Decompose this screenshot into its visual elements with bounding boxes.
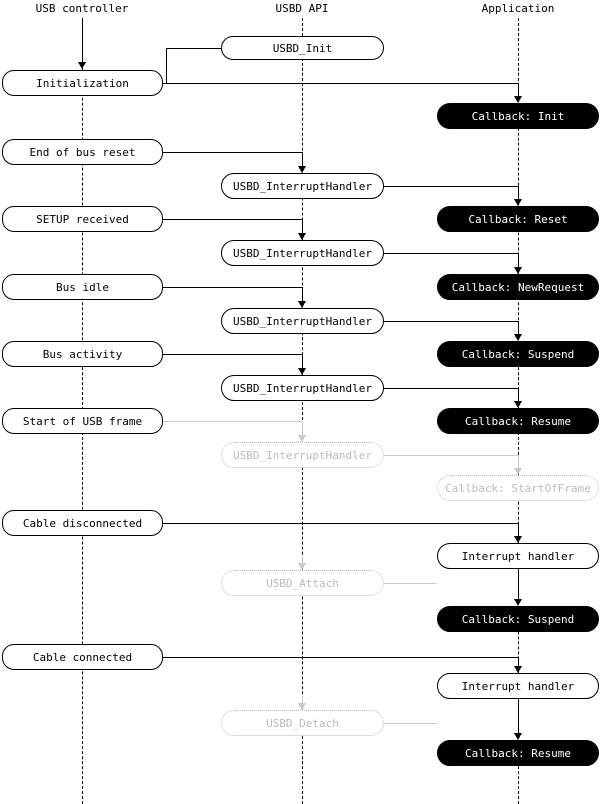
node-interrupt-handler-5[interactable] <box>221 442 384 468</box>
arrowhead-callback-newrequest <box>514 267 522 274</box>
node-interrupt-handler-app-1[interactable] <box>437 543 599 569</box>
arrowhead-handler5 <box>298 435 306 442</box>
node-interrupt-handler-app-2[interactable] <box>437 673 599 699</box>
edge-handler2-to-callback-newrequest <box>384 253 518 254</box>
arrowhead-callback-init <box>514 96 522 103</box>
node-callback-resume-2[interactable] <box>437 740 599 766</box>
arrowhead-controller-to-initialization <box>78 62 86 69</box>
column-header-usb-controller: USB controller <box>35 2 129 15</box>
node-label: Callback: Reset <box>468 212 568 226</box>
edge-setup-to-handler2 <box>163 219 302 220</box>
node-cable-connected[interactable] <box>2 644 163 670</box>
column-header-usbd-api: USBD API <box>275 2 329 15</box>
node-label: Callback: Resume <box>465 746 571 760</box>
node-label: SETUP received <box>36 212 129 226</box>
edge-cable-connected-to-interrupt-handler-2 <box>163 657 518 658</box>
edge-bus-reset-to-handler1 <box>163 152 302 153</box>
arrowhead-interrupt-handler-1 <box>514 536 522 543</box>
arrowhead-callback-resume-1 <box>514 401 522 408</box>
edge-frame-to-handler5-v <box>302 421 303 435</box>
lifeline-usbd-api <box>302 18 303 804</box>
node-label: Cable connected <box>32 650 133 664</box>
edge-handler1-to-callback-reset <box>384 186 518 187</box>
arrowhead-callback-suspend-2 <box>514 599 522 606</box>
arrowhead-callback-reset <box>514 199 522 206</box>
edge-bus-activity-to-handler4 <box>163 354 302 355</box>
edge-controller-to-initialization <box>82 18 83 62</box>
node-interrupt-handler-1[interactable] <box>221 173 384 199</box>
edge-cable-disconnected-to-interrupt-handler-v <box>518 523 519 536</box>
node-label: Bus activity <box>42 347 123 361</box>
node-interrupt-handler-3[interactable] <box>221 308 384 334</box>
edge-handler4-to-callback-resume <box>384 388 518 389</box>
edge-interrupt-handler-to-callback-suspend-2 <box>518 569 519 599</box>
edge-usbd-init-to-initialization-v <box>166 48 167 83</box>
node-initialization[interactable] <box>2 70 163 96</box>
edge-bus-idle-to-handler3-v <box>302 287 303 301</box>
node-label: Callback: StartOfFrame <box>445 481 591 495</box>
node-label: Cable disconnected <box>22 516 143 530</box>
node-interrupt-handler-4[interactable] <box>221 375 384 401</box>
edge-handler5-to-callback-startofframe-v <box>518 455 519 468</box>
node-label: Callback: NewRequest <box>451 280 585 294</box>
node-label: Initialization <box>36 76 129 90</box>
node-end-of-bus-reset[interactable] <box>2 139 163 165</box>
edge-interrupt-handler-to-usbd-detach <box>384 723 437 724</box>
edge-initialization-to-callback-init <box>163 83 518 84</box>
node-label: Start of USB frame <box>22 414 143 428</box>
node-cable-disconnected[interactable] <box>2 510 163 536</box>
node-label: USBD_InterruptHandler <box>232 448 373 462</box>
edge-handler2-to-callback-newrequest-v <box>518 253 519 267</box>
node-label: Callback: Resume <box>465 414 571 428</box>
edge-usbd-init-to-initialization-h <box>166 48 222 49</box>
node-usbd-detach[interactable] <box>221 710 384 736</box>
node-label: Interrupt handler <box>461 679 575 693</box>
arrowhead-callback-resume-2 <box>514 733 522 740</box>
node-label: USBD_Attach <box>266 576 339 590</box>
edge-handler3-to-callback-suspend <box>384 321 518 322</box>
node-label: USBD_InterruptHandler <box>232 179 373 193</box>
arrowhead-handler3 <box>298 301 306 308</box>
node-label: USBD_Detach <box>266 716 339 730</box>
arrowhead-callback-suspend-1 <box>514 334 522 341</box>
edge-interrupt-handler-to-usbd-attach <box>384 583 437 584</box>
edge-bus-reset-to-handler1-v <box>302 152 303 166</box>
arrowhead-usbd-attach <box>298 563 306 570</box>
node-callback-startofframe[interactable] <box>437 475 599 501</box>
node-label: End of bus reset <box>29 145 136 159</box>
edge-interrupt-handler-to-callback-resume-2 <box>518 699 519 733</box>
node-label: Interrupt handler <box>461 549 575 563</box>
edge-setup-to-handler2-v <box>302 219 303 233</box>
edge-cable-disconnected-to-interrupt-handler <box>163 523 518 524</box>
edge-frame-to-handler5 <box>163 421 302 422</box>
node-interrupt-handler-2[interactable] <box>221 240 384 266</box>
node-callback-suspend-2[interactable] <box>437 606 599 632</box>
edge-handler4-to-callback-resume-v <box>518 388 519 401</box>
arrowhead-handler2 <box>298 233 306 240</box>
node-setup-received[interactable] <box>2 206 163 232</box>
node-callback-resume-1[interactable] <box>437 408 599 434</box>
node-callback-reset[interactable] <box>437 206 599 232</box>
node-callback-init[interactable] <box>437 103 599 129</box>
edge-bus-activity-to-handler4-v <box>302 354 303 368</box>
edge-cable-connected-to-interrupt-handler-2-v <box>518 657 519 666</box>
arrowhead-usbd-detach <box>298 703 306 710</box>
node-label: Bus idle <box>56 280 109 294</box>
node-start-of-usb-frame[interactable] <box>2 408 163 434</box>
node-usbd-attach[interactable] <box>221 570 384 596</box>
arrowhead-handler1 <box>298 166 306 173</box>
node-label: Callback: Suspend <box>461 612 575 626</box>
node-bus-idle[interactable] <box>2 274 163 300</box>
node-callback-suspend-1[interactable] <box>437 341 599 367</box>
column-header-application: Application <box>481 2 555 15</box>
edge-handler3-to-callback-suspend-v <box>518 321 519 334</box>
node-callback-newrequest[interactable] <box>437 274 599 300</box>
node-label: USBD_Init <box>272 41 333 55</box>
node-label: USBD_InterruptHandler <box>232 246 373 260</box>
edge-initialization-to-callback-init-v <box>518 83 519 96</box>
arrowhead-callback-startofframe <box>514 468 522 475</box>
node-label: USBD_InterruptHandler <box>232 314 373 328</box>
edge-handler1-to-callback-reset-v <box>518 186 519 199</box>
node-usbd-init[interactable] <box>221 36 384 60</box>
arrowhead-interrupt-handler-2 <box>514 666 522 673</box>
node-label: Callback: Suspend <box>461 347 575 361</box>
node-label: Callback: Init <box>471 109 565 123</box>
arrowhead-handler4 <box>298 368 306 375</box>
node-label: USBD_InterruptHandler <box>232 381 373 395</box>
node-bus-activity[interactable] <box>2 341 163 367</box>
edge-handler5-to-callback-startofframe <box>384 455 518 456</box>
edge-bus-idle-to-handler3 <box>163 287 302 288</box>
